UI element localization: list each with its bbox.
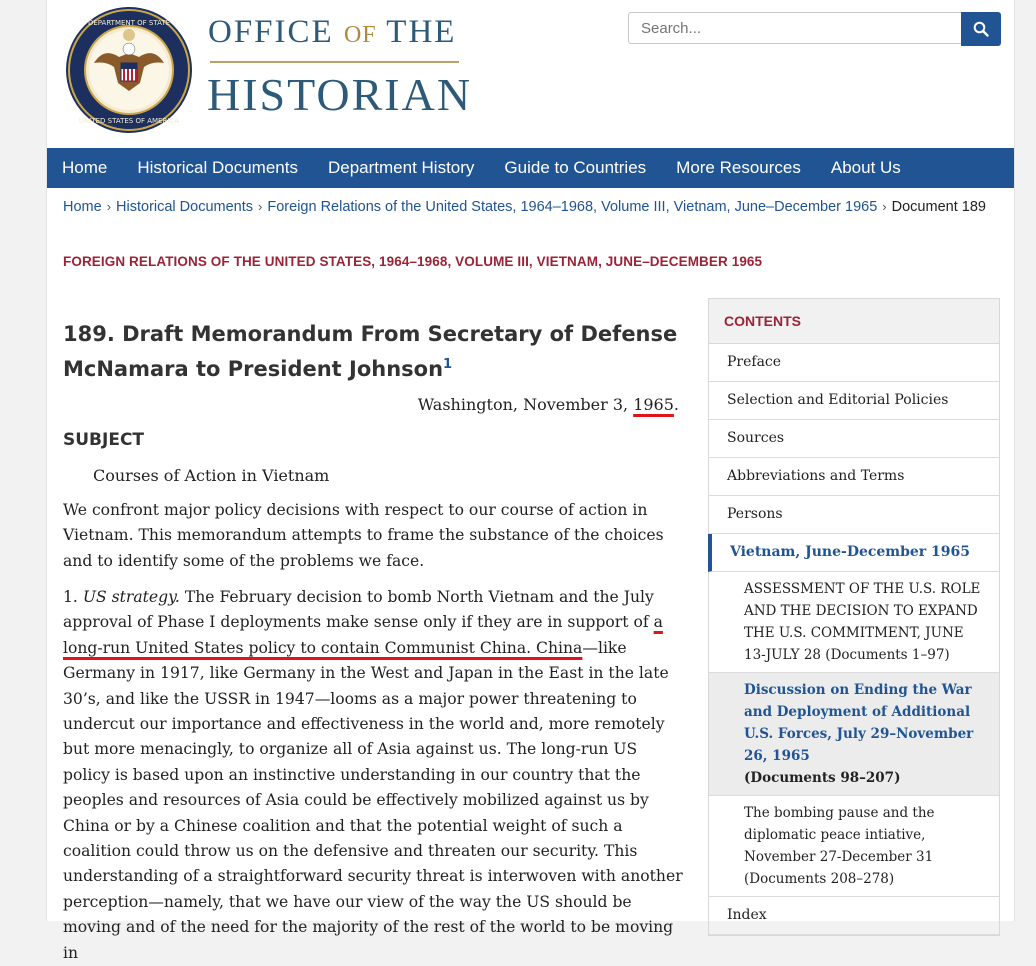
paragraph-label: US strategy.	[82, 588, 180, 606]
paragraph-number: 1.	[63, 588, 78, 606]
subject-heading: SUBJECT	[63, 430, 145, 450]
nav-home[interactable]: Home	[62, 158, 108, 177]
sidebar-item-vietnam-active[interactable]: Vietnam, June-December 1965	[708, 534, 999, 572]
dateline-period: .	[673, 395, 679, 414]
chevron-right-icon: ›	[106, 199, 112, 214]
chevron-right-icon: ›	[258, 199, 263, 214]
breadcrumb-current: Document 189	[891, 199, 986, 215]
search-button[interactable]	[961, 12, 1001, 46]
chevron-right-icon: ›	[882, 199, 887, 214]
contents-sidebar	[708, 298, 1000, 936]
sidebar-item-abbreviations[interactable]: Abbreviations and Terms	[709, 458, 999, 496]
contents-header: CONTENTS	[709, 299, 999, 344]
sidebar-item-preface[interactable]: Preface	[709, 344, 999, 382]
document-title-text: 189. Draft Memorandum From Secretary of Defense McNamara to President Johnson	[63, 322, 678, 381]
subject-text: Courses of Action in Vietnam	[93, 466, 330, 485]
sidebar-subitem-assessment[interactable]: ASSESSMENT OF THE U.S. ROLE AND THE DECISION TO EXPAND THE U.S. COMMITMENT, JUNE 13-JULY 28 (Documents 1–97)	[709, 572, 999, 673]
svg-text:UNITED STATES OF AMERICA: UNITED STATES OF AMERICA	[78, 117, 180, 125]
search-input[interactable]	[628, 12, 961, 44]
volume-title[interactable]: FOREIGN RELATIONS OF THE UNITED STATES, 1964–1968, VOLUME III, VIETNAM, JUNE–DECEMBER 1965	[63, 254, 763, 269]
paragraph-text-a: The February decision to bomb North Vietnam and the July approval of Phase I deployments make sense only if they are in support of	[63, 588, 654, 632]
breadcrumb-historical-documents[interactable]: Historical Documents	[116, 199, 254, 215]
logo-word-the: THE	[386, 14, 457, 50]
logo-divider	[210, 61, 459, 63]
sidebar-subitem-discussion-link[interactable]: Discussion on Ending the War and Deployment of Additional U.S. Forces, July 29–November 26, 1965	[744, 682, 974, 764]
footnote-link[interactable]: 1	[443, 357, 453, 372]
sidebar-item-editorial-policies[interactable]: Selection and Editorial Policies	[709, 382, 999, 420]
breadcrumb-home[interactable]: Home	[63, 199, 102, 215]
svg-text:DEPARTMENT OF STATE: DEPARTMENT OF STATE	[87, 19, 171, 27]
logo-word-of: OF	[343, 22, 377, 48]
paragraph-annotated-text: a long-run United States policy to contain Communist China. China	[63, 613, 663, 657]
paragraph-text-b: —like Germany in 1917, like Germany in the West and Japan in the East in the late 30’s, and like the USSR in 1947—looms as a major power threatening to undercut our importance and effectiveness in the world and, more remotely but more menacingly, to organize all of Asia against us. The long-run US policy is based upon an instinctive understanding in our country that the peoples and resources of Asia could be effectively mobilized against us by China or by a Chinese coalition and that the potential weight of such a coalition could throw us on the defensive and threaten our security. This understanding of a straightforward security threat is interwoven with another perception—namely, that we have our view of the way the US should be moving and of the need for the majority of the rest of the world to be moving in	[63, 638, 683, 962]
sidebar-item-index[interactable]: Index	[709, 897, 999, 935]
logo-title-top[interactable]	[208, 14, 456, 51]
breadcrumb-volume[interactable]: Foreign Relations of the United States, 1964–1968, Volume III, Vietnam, June–December 1965	[267, 199, 878, 215]
nav-guide-to-countries[interactable]: Guide to Countries	[504, 158, 647, 177]
logo-word-office: OFFICE	[208, 14, 334, 50]
sidebar-item-sources[interactable]: Sources	[709, 420, 999, 458]
nav-historical-documents[interactable]: Historical Documents	[137, 158, 298, 177]
paragraph-us-strategy	[63, 585, 683, 966]
nav-more-resources[interactable]: More Resources	[676, 158, 801, 177]
page	[46, 0, 1015, 962]
nav-department-history[interactable]: Department History	[327, 158, 475, 177]
document-title	[63, 317, 683, 387]
main-navigation	[47, 148, 1014, 188]
dateline-place-date: Washington, November 3,	[417, 395, 629, 414]
sidebar-subitem-discussion-docs: (Documents 98–207)	[744, 770, 901, 786]
breadcrumb	[63, 199, 1003, 215]
dateline-year-annotated: 1965	[633, 395, 674, 414]
sidebar-item-persons[interactable]: Persons	[709, 496, 999, 534]
sidebar-subitem-discussion-current[interactable]	[709, 673, 999, 796]
department-of-state-seal-icon[interactable]	[64, 5, 194, 135]
nav-about-us[interactable]: About Us	[830, 158, 901, 177]
paragraph-intro: We confront major policy decisions with respect to our course of action in Vietnam. This memorandum attempts to frame the substance of the choices and to identify some of the problems we face.	[63, 501, 664, 570]
dateline	[418, 395, 679, 414]
search-icon	[973, 21, 989, 37]
sidebar-subitem-bombing-pause[interactable]: The bombing pause and the diplomatic peace intiative, November 27-December 31 (Documents 208–278)	[709, 796, 999, 897]
logo-title-bottom[interactable]: HISTORIAN	[207, 69, 473, 120]
